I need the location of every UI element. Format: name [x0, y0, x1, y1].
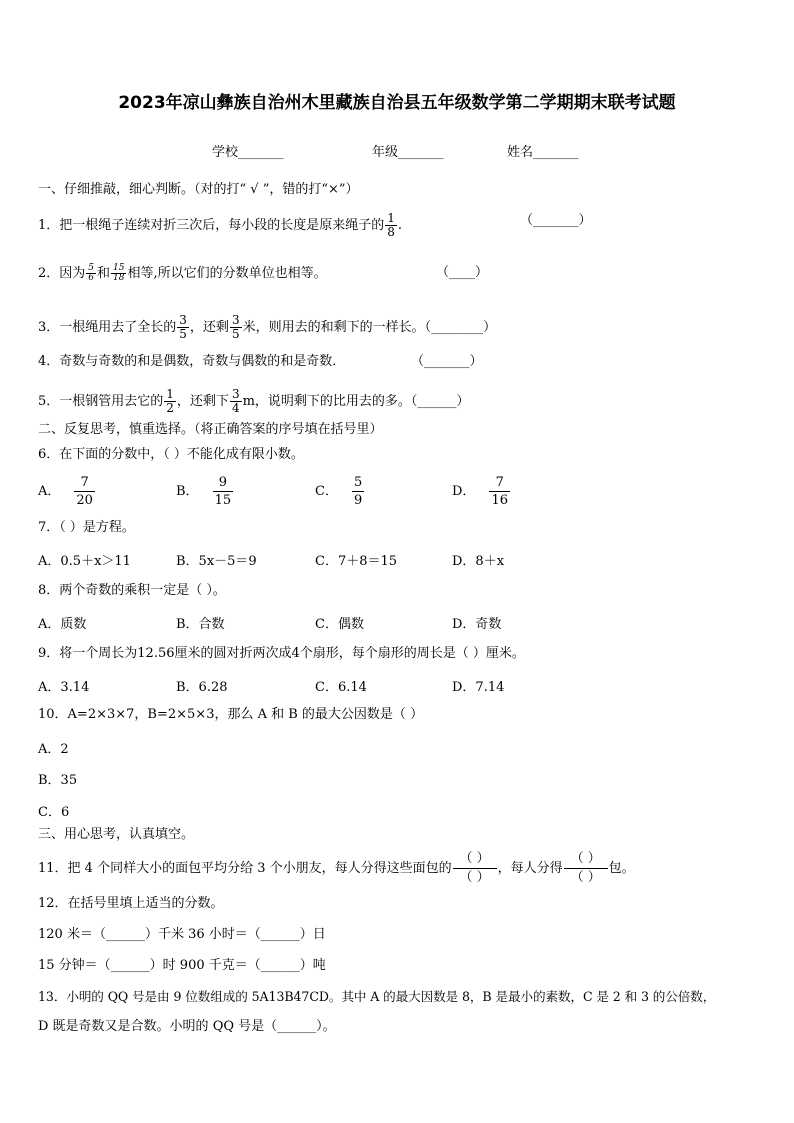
- question-10: 10．A=2×3×7，B=2×5×3，那么 A 和 B 的最大公因数是（ ）: [38, 707, 424, 722]
- fraction: $\frac{5}{9}$: [353, 475, 363, 508]
- fraction: $\frac{3}{4}$: [231, 387, 240, 415]
- page-title: 2023年凉山彝族自治州木里藏族自治县五年级数学第二学期期末联考试题: [118, 93, 676, 113]
- name-field: 姓名_______: [507, 145, 579, 160]
- fraction: $\frac{9}{15}$: [214, 475, 232, 508]
- question-5: 5．一根钢管用去它的 $\frac{1}{2}$ ，还剩下 $\frac{3}{4}$ m，说明剩下的比用去的多。（______）: [38, 387, 470, 415]
- q9-option-b: B．6.28: [176, 680, 228, 695]
- fraction: $\frac{7}{16}$: [491, 475, 508, 508]
- q9-option-d: D．7.14: [452, 680, 505, 695]
- q7-option-c: C．7＋8＝15: [315, 554, 398, 569]
- question-12: 12．在括号里填上适当的分数。: [38, 896, 224, 911]
- fraction: $\frac{3}{5}$: [179, 313, 187, 341]
- question-6: 6．在下面的分数中，（ ）不能化成有限小数。: [38, 447, 304, 462]
- section-2-heading: 二、反复思考，慎重选择。（将正确答案的序号填在括号里）: [38, 422, 383, 437]
- q6-option-d: D． $\frac{7}{16}$: [452, 475, 508, 508]
- blank-fraction: $\frac{( )}{( )}$: [564, 850, 608, 887]
- q6-option-b: B． $\frac{9}{15}$: [176, 475, 232, 508]
- q8-option-d: D．奇数: [452, 617, 502, 632]
- fraction: $\frac{3}{5}$: [231, 313, 240, 341]
- question-4-blank: （_______）: [411, 354, 483, 369]
- fraction: $\frac{15}{18}$: [113, 263, 125, 283]
- question-13-line-2: D 既是奇数又是合数。小明的 QQ 号是（______）。: [38, 1019, 336, 1034]
- grade-field: 年级_______: [372, 145, 444, 160]
- q10-option-b: B．35: [38, 773, 78, 788]
- question-12-line-1: 120 米＝（______）千米 36 小时＝（______）日: [38, 927, 326, 942]
- question-1: 1．把一根绳子连续对折三次后，每小段的长度是原来绳子的 $\frac{1}{8}$ .: [38, 211, 403, 239]
- q8-option-c: C．偶数: [315, 617, 364, 632]
- section-1-heading: 一、仔细推敲，细心判断。（对的打“ √ ”，错的打“×”）: [38, 182, 359, 197]
- q7-option-d: D．8＋x: [452, 554, 505, 569]
- q8-option-a: A．质数: [38, 617, 87, 632]
- question-7: 7．（ ）是方程。: [38, 520, 135, 535]
- q10-option-c: C．6: [38, 805, 70, 820]
- question-8: 8．两个奇数的乘积一定是（ ）。: [38, 583, 226, 598]
- question-12-line-2: 15 分钟＝（______）时 900 千克＝（______）吨: [38, 958, 326, 973]
- section-3-heading: 三、用心思考，认真填空。: [38, 827, 195, 842]
- fraction: $\frac{5}{6}$: [88, 263, 95, 283]
- question-4: 4．奇数与奇数的和是偶数，奇数与偶数的和是奇数．: [38, 354, 346, 369]
- q7-option-a: A．0.5＋x＞11: [38, 554, 131, 569]
- q10-option-a: A．2: [38, 742, 69, 757]
- q7-option-b: B．5x－5＝9: [176, 554, 257, 569]
- fraction: $\frac{7}{20}$: [76, 475, 93, 508]
- question-11: 11．把 4 个同样大小的面包平均分给 3 个小朋友，每人分得这些面包的 $\frac{( )}{( )}$ ，每人分得 $\frac{( )}{( )}$ 包。: [38, 851, 635, 885]
- q6-option-c: C． $\frac{5}{9}$: [315, 475, 363, 508]
- question-2-blank: （____）: [436, 265, 489, 280]
- blank-fraction: $\frac{( )}{( )}$: [453, 850, 497, 887]
- fraction: $\frac{1}{2}$: [166, 387, 174, 415]
- question-2: 2．因为 $\frac{5}{6}$ 和 $\frac{15}{18}$ 相等,所以它们的分数单位也相等。: [38, 263, 327, 283]
- q9-option-a: A．3.14: [38, 680, 90, 695]
- question-3: 3．一根绳用去了全长的 $\frac{3}{5}$ ，还剩 $\frac{3}{5}$ 米，则用去的和剩下的一样长。（________）: [38, 313, 497, 341]
- school-field: 学校_______: [212, 145, 284, 160]
- fraction: $\frac{1}{8}$: [387, 211, 395, 239]
- q8-option-b: B．合数: [176, 617, 225, 632]
- question-1-blank: （_______）: [520, 213, 592, 228]
- q9-option-c: C．6.14: [315, 680, 367, 695]
- question-9: 9．将一个周长为12.56厘米的圆对折两次成4个扇形，每个扇形的周长是（ ）厘米。: [38, 646, 525, 661]
- q6-option-a: A． $\frac{7}{20}$: [38, 475, 93, 508]
- question-13-line-1: 13．小明的 QQ 号是由 9 位数组成的 5A13B47CD。其中 A 的最大因数是 8，B 是最小的素数，C 是 2 和 3 的公倍数，: [38, 989, 716, 1004]
